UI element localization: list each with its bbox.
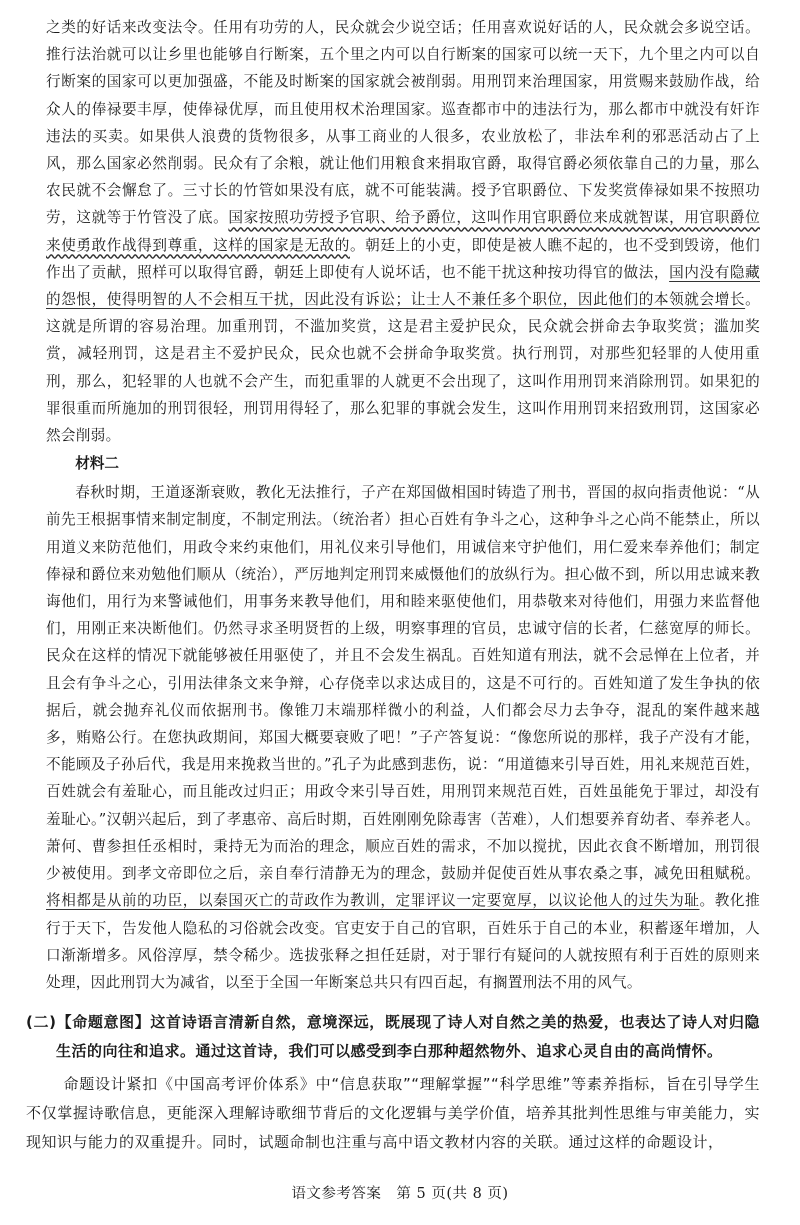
- material-two-translation: [46, 479, 760, 996]
- wavy-underlined-sentence: 国家按照功劳授予官职、给予爵位，这叫作用官职爵位来成就智谋，用官职爵位来使勇敢作战得到尊重，这样的国家是无敌的: [46, 209, 760, 254]
- underlined-sentence: 国内没有隐藏的怨恨，使得明智的人不会相互干扰，因此没有诉讼；让士人不兼任多个职位，因此他们的本领就会增长: [46, 263, 760, 309]
- design-explanation-paragraph: 命题设计紧扣《中国高考评价体系》中“信息获取”“理解掌握”“科学思维”等素养指标，旨在引导学生不仅掌握诗歌信息，更能深入理解诗歌细节背后的文化逻辑与美学价值，培养其批判性思维与审美能力，实现知识与能力的双重提升。同时，试题命制也注重与高中语文教材内容的关联。通过这样的命题设计，: [26, 1075, 760, 1151]
- design-intent-paragraph: [26, 1008, 760, 1066]
- material-one-paragraph: [46, 14, 760, 449]
- design-intent-text: 这首诗语言清新自然，意境深远，既展现了诗人对自然之美的热爱，也表达了诗人对归隐生活的向往和追求。通过这首诗，我们可以感受到李白那种超然物外、追求心灵自由的高尚情怀。: [56, 1013, 760, 1060]
- material-two-paragraph: [46, 479, 760, 996]
- text-run: 。这就是所谓的容易治理。加重刑罚，不滥加奖赏，这是君主爱护民众，民众就会拼命去争取奖赏；滥加奖赏，减轻刑罚，这是君主不爱护民众，民众也就不会拼命争取奖赏。执行刑罚，对那些犯轻罪的人使用重刑，那么，犯轻罪的人也就不会产生，而犯重罪的人就更不会出现了，这叫作用刑罚来消除刑罚。如果犯的罪很重而所施加的刑罚很轻，刑罚用得轻了，那么犯罪的事就会发生，这叫作用刑罚来招致刑罚，这国家必然会削弱。: [46, 291, 760, 445]
- material-one-translation: [46, 14, 760, 449]
- section-number: (二): [26, 1013, 57, 1031]
- text-run: 春秋时期，王道逐渐衰败，教化无法推行，子产在郑国做相国时铸造了刑书，晋国的叔向指责他说：“从前先王根据事情来制定制度，不制定刑法。（统治者）担心百姓有争斗之心，这种争斗之心尚不能禁止，所以用道义来防范他们，用政令来约束他们，用礼仪来引导他们，用诚信来守护他们，用仁爱来奉养他们；制定俸禄和爵位来劝勉他们顺从（统治），严厉地判定刑罚来威慑他们的放纵行为。担心做不到，所以用忠诚来教诲他们，用行为来警诫他们，用事务来教导他们，用和睦来驱使他们，用恭敬来对待他们，用强力来监督他们，用刚正来决断他们。仍然寻求圣明贤哲的上级，明察事理的官员，忠诚守信的长者，仁慈宽厚的师长。民众在这样的情况下就能够被任用驱使了，并且不会发生祸乱。百姓知道有刑法，就不会忌惮在上位者，并且会有争斗之心，引用法律条文来争辩，心存侥幸以求达成目的，这是不可行的。百姓知道了发生争执的依据后，就会抛弃礼仪而依据刑书。像锥刀末端那样微小的利益，人们都会尽力去争夺，混乱的案件越来越多，贿赂公行。在您执政期间，郑国大概要衰败了吧！”子产答复说：“像您所说的那样，我子产没有才能，不能顾及子孙后代，我是用来挽救当世的。”孔子为此感到悲伤，说：“用道德来引导百姓，用礼来规范百姓，百姓就会有羞耻心，而且能改过归正；用政令来引导百姓，用刑罚来规范百姓，百姓虽能免于罪过，却没有羞耻心。”汉朝兴起后，到了孝惠帝、高后时期，百姓刚刚免除毒害（苦难），人们想要养育幼者、奉养老人。萧何、曹参担任丞相时，秉持无为而治的理念，顺应百姓的需求，不加以搅扰，因此衣食不断增加，刑罚很少被使用。到孝文帝即位之后，亲自奉行清静无为的理念，鼓励并促使百姓从事农桑之事，减免田租赋税。: [46, 484, 760, 883]
- section-two: [26, 1008, 760, 1157]
- text-run: 。教化推行于天下，告发他人隐私的习俗就会改变。官吏安于自己的官职，百姓乐于自己的本业，积蓄逐年增加，人口渐渐增多。风俗淳厚，禁令稀少。选拔张释之担任廷尉，对于罪行有疑问的人就按照有利于百姓的原则来处理，因此刑罚大为减省，以至于全国一年断案总共只有四百起，有搁置刑法不用的风气。: [46, 892, 761, 991]
- material-two-heading: 材料二: [75, 455, 119, 473]
- underlined-sentence: 将相都是从前的功臣，以秦国灭亡的苛政作为教训，定罪评议一定要宽厚，以议论他人的过失为耻: [46, 892, 700, 910]
- page-footer: 语文参考答案 第 5 页(共 8 页): [291, 1186, 509, 1202]
- answer-page: [46, 14, 760, 996]
- text-run: 之类的好话来改变法令。任用有功劳的人，民众就会少说空话；任用喜欢说好话的人，民众就会多说空话。推行法治就可以让乡里也能够自行断案，五个里之内可以自行断案的国家可以统一天下，九个里之内可以自行断案的国家可以更加强盛，不能及时断案的国家就会被削弱。用刑罚来治理国家，用赏赐来鼓励作战，给众人的俸禄要丰厚，使俸禄优厚，而且使用权术治理国家。巡查都市中的违法行为，那么都市中就没有奸诈违法的买卖。如果供人浪费的货物很多，从事工商业的人很多，农业放松了，非法牟利的邪恶活动占了上风，那么国家必然削弱。民众有了余粮，就让他们用粮食来捐取官爵，取得官爵必须依靠自己的力量，那么农民就不会懈怠了。三寸长的竹管如果没有底，就不可能装满。授予官职爵位、下发奖赏俸禄如果不按照功劳，这就等于竹管没了底。: [46, 19, 760, 227]
- text-run: 。朝廷上的小吏，即使是被人瞧不起的，也不受到毁谤，他们作出了贡献，照样可以取得官爵，朝廷上即使有人说坏话，也不能干扰这种按功得官的做法，: [46, 236, 760, 281]
- design-intent-tag: 【命题意图】: [56, 1013, 151, 1031]
